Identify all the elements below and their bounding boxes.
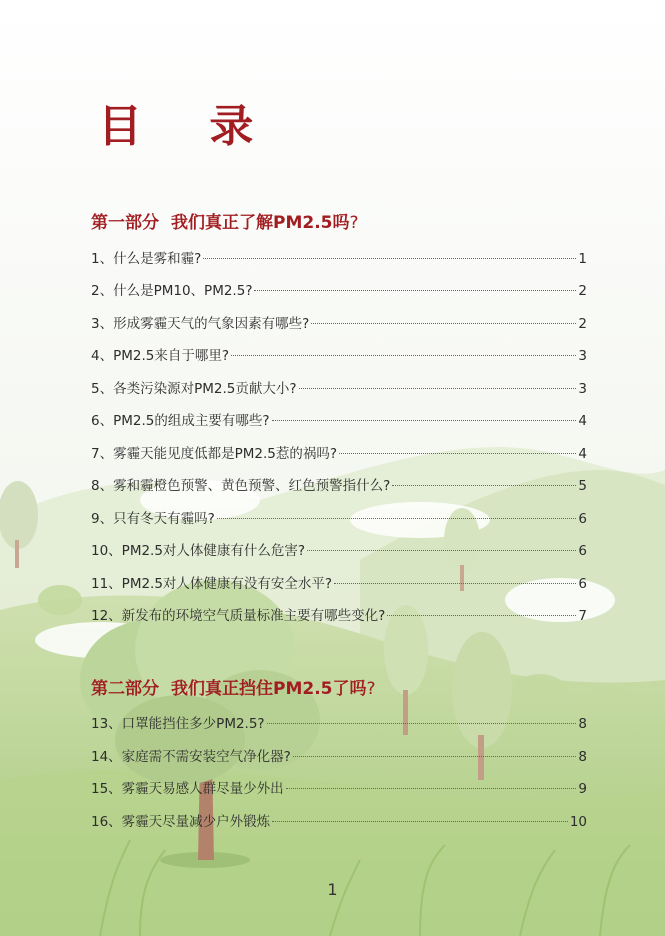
toc-entry-label: 16、雾霾天尽量减少户外锻炼 (91, 814, 271, 830)
part-title: 我们真正挡住PM2.5了吗 (171, 679, 367, 699)
dot-leader (254, 290, 576, 291)
toc-entry[interactable] (91, 442, 587, 462)
toc-entry-label: 9、只有冬天有霾吗? (91, 511, 215, 527)
toc-entry[interactable] (91, 474, 587, 494)
toc-entry[interactable] (91, 604, 587, 624)
toc-entry-label: 11、PM2.5对人体健康有没有安全水平? (91, 576, 333, 592)
toc-entry-label: 1、什么是雾和霾? (91, 251, 202, 267)
toc-entry-page: 9 (578, 781, 587, 797)
toc-entry[interactable] (91, 409, 587, 429)
toc-entry-label: 4、PM2.5来自于哪里? (91, 348, 230, 364)
toc-entry-label: 8、雾和霾橙色预警、黄色预警、红色预警指什么? (91, 478, 391, 494)
toc-entry-label: 10、PM2.5对人体健康有什么危害? (91, 543, 306, 559)
toc-entry[interactable] (91, 344, 587, 364)
part-question-mark: ? (349, 213, 359, 233)
part-1-heading (91, 208, 359, 233)
toc-entry-page: 10 (569, 814, 587, 830)
toc-entry-page: 4 (578, 446, 587, 462)
page-title: 目 录 (98, 101, 280, 152)
page-number: 1 (327, 880, 338, 899)
part-number-label: 第二部分 (91, 679, 159, 699)
toc-entry[interactable] (91, 572, 587, 592)
toc-entry[interactable] (91, 712, 587, 732)
toc-entry-page: 3 (578, 348, 587, 364)
toc-entry-page: 4 (578, 413, 587, 429)
toc-entry[interactable] (91, 777, 587, 797)
toc-entry-page: 8 (578, 749, 587, 765)
toc-entry-label: 6、PM2.5的组成主要有哪些? (91, 413, 270, 429)
toc-entry[interactable] (91, 539, 587, 559)
toc-entry[interactable] (91, 247, 587, 267)
dot-leader (272, 420, 577, 421)
dot-leader (272, 821, 568, 822)
toc-entry-page: 1 (578, 251, 587, 267)
toc-entry-label: 14、家庭需不需安装空气净化器? (91, 749, 291, 765)
toc-entry-label: 2、什么是PM10、PM2.5? (91, 283, 253, 299)
part-number-label: 第一部分 (91, 213, 159, 233)
toc-entry-label: 15、雾霾天易感人群尽量少外出 (91, 781, 284, 797)
dot-leader (286, 788, 577, 789)
toc-entry-page: 2 (578, 283, 587, 299)
dot-leader (267, 723, 577, 724)
toc-entry[interactable] (91, 507, 587, 527)
toc-entry-page: 3 (578, 381, 587, 397)
toc-entry-page: 6 (578, 511, 587, 527)
dot-leader (339, 453, 576, 454)
toc-entry[interactable] (91, 745, 587, 765)
toc-entry-label: 13、口罩能挡住多少PM2.5? (91, 716, 265, 732)
part-2-heading (91, 674, 376, 699)
part-question-mark: ? (366, 679, 376, 699)
toc-entry-page: 2 (578, 316, 587, 332)
dot-leader (293, 756, 577, 757)
toc-entry[interactable] (91, 377, 587, 397)
toc-entry-label: 7、雾霾天能见度低都是PM2.5惹的祸吗? (91, 446, 338, 462)
toc-entry[interactable] (91, 279, 587, 299)
dot-leader (392, 485, 576, 486)
toc-entry-label: 3、形成雾霾天气的气象因素有哪些? (91, 316, 310, 332)
dot-leader (217, 518, 577, 519)
toc-entry-label: 12、新发布的环境空气质量标准主要有哪些变化? (91, 608, 386, 624)
dot-leader (334, 583, 576, 584)
dot-leader (231, 355, 576, 356)
dot-leader (387, 615, 576, 616)
toc-entry[interactable] (91, 312, 587, 332)
toc-entry-page: 6 (578, 576, 587, 592)
toc-entry-page: 6 (578, 543, 587, 559)
toc-entry[interactable] (91, 810, 587, 830)
dot-leader (299, 388, 577, 389)
dot-leader (203, 258, 576, 259)
part-title: 我们真正了解PM2.5吗 (171, 213, 350, 233)
dot-leader (307, 550, 576, 551)
dot-leader (311, 323, 576, 324)
toc-entry-page: 5 (578, 478, 587, 494)
toc-entry-page: 7 (578, 608, 587, 624)
toc-entry-page: 8 (578, 716, 587, 732)
toc-entry-label: 5、各类污染源对PM2.5贡献大小? (91, 381, 297, 397)
